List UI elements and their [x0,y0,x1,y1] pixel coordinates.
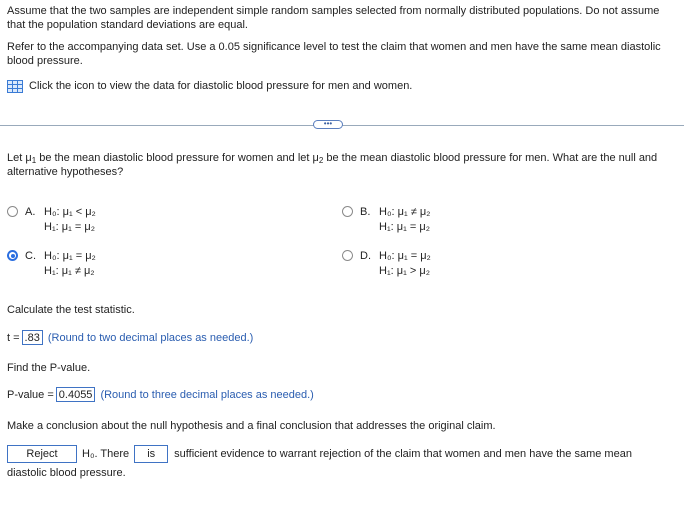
option-c-radio-selected[interactable] [7,250,18,261]
option-c-letter: C. [25,250,36,262]
option-c[interactable] [7,249,227,279]
option-d[interactable] [342,249,562,279]
option-b-h0: H₀: μ₁ ≠ μ₂ [379,206,431,218]
option-c-h1: H₁: μ₁ ≠ μ₂ [44,265,95,277]
option-b-h1: H₁: μ₁ = μ₂ [379,221,430,233]
expand-button[interactable]: ••• [313,120,343,129]
t-answer-input[interactable]: .83 [22,330,43,345]
p-value-label: P-value = [7,388,54,401]
option-b-radio[interactable] [342,206,353,217]
option-d-radio[interactable] [342,250,353,261]
option-d-letter: D. [360,250,371,262]
data-link[interactable] [7,79,412,93]
option-a[interactable] [7,205,227,235]
test-stat-row [7,330,253,345]
data-link-label[interactable]: Click the icon to view the data for diastolic blood pressure for men and women. [29,80,413,92]
instruction-text: Refer to the accompanying data set. Use a 0.05 significance level to test the claim that women and men have the same mean diastolic blood pressure. [7,41,661,67]
option-d-h0: H₀: μ₁ = μ₂ [379,250,431,262]
option-b[interactable] [342,205,562,235]
option-a-letter: A. [25,206,36,218]
conclusion-rest-text-2: diastolic blood pressure. [7,467,126,479]
decision-dropdown[interactable]: Reject [7,445,77,463]
h0-there-text: H₀. There [82,448,130,460]
option-d-h1: H₁: μ₁ > μ₂ [379,265,430,277]
conclusion-rest-text: sufficient evidence to warrant rejection of the claim that women and men have the same mean [174,448,632,460]
t-label: t = [7,331,20,344]
conclusion-prompt: Make a conclusion about the null hypothesis and a final conclusion that addresses the original claim. [7,420,496,432]
p-value-answer-input[interactable]: 0.4055 [56,387,96,402]
assumption-text: Assume that the two samples are independent simple random samples selected from normally distributed populations. Do not assume that the population standard deviations are equal. [7,5,660,31]
test-stat-prompt: Calculate the test statistic. [7,304,135,316]
p-value-prompt: Find the P-value. [7,362,91,374]
option-a-h1: H₁: μ₁ = μ₂ [44,221,95,233]
t-hint: (Round to two decimal places as needed.) [47,331,254,344]
option-c-h0: H₀: μ₁ = μ₂ [44,250,96,262]
option-a-h0: H₀: μ₁ < μ₂ [44,206,96,218]
conclusion-row [7,445,632,463]
option-a-radio[interactable] [7,206,18,217]
evidence-dropdown[interactable]: is [134,445,168,463]
p-value-hint: (Round to three decimal places as needed.) [100,388,314,401]
option-b-letter: B. [360,206,371,218]
p-value-row [7,387,314,402]
question-text: Let $\mu_1$ be the mean diastolic blood pressure for women and let $\mu_2$ be the mean diastolic blood pressure for men. What are the null and alternative hypotheses? [7,152,658,178]
data-table-icon[interactable] [7,80,23,93]
